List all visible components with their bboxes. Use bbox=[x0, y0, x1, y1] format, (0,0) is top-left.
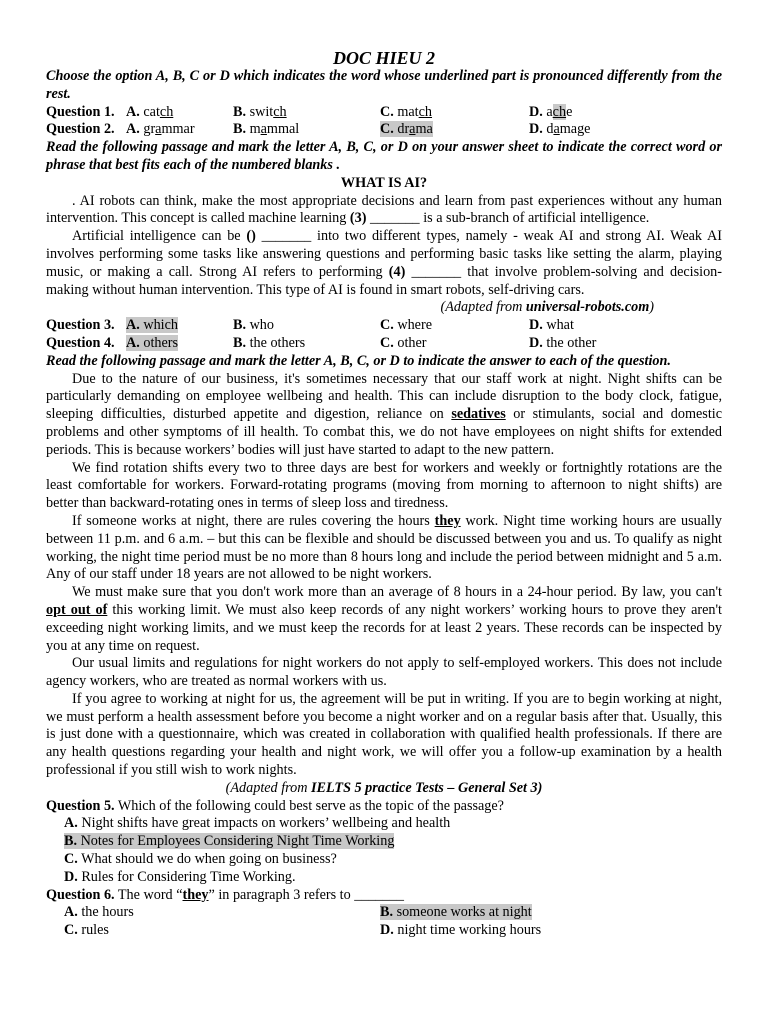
option-b[interactable]: B. switch bbox=[233, 103, 287, 120]
option-c[interactable]: C. rules bbox=[64, 922, 109, 939]
option-b[interactable]: B. who bbox=[233, 317, 274, 334]
question-stem: Question 5. Which of the following could best serve as the topic of the passage? bbox=[46, 797, 504, 814]
question-3 bbox=[46, 317, 722, 335]
question-stem: Question 6. The word “they” in paragraph 3 refers to _______ bbox=[46, 886, 404, 903]
passage2-paragraph-5: Our usual limits and regulations for night workers do not apply to self-employed workers. This does not include agency workers, who are treated as normal workers with us. bbox=[46, 655, 722, 690]
answer-highlight: ch bbox=[552, 103, 567, 120]
option-a[interactable]: A. catch bbox=[126, 103, 174, 120]
passage2-paragraph-4: We must make sure that you don't work more than an average of 8 hours in a 24-hour period. By law, you can't opt out of this working limit. We must also keep records of any night workers’ working hours to prove they aren't exceeding night working limits, and we must keep the records for at least 2 years. These records can be inspected by you at any time on request. bbox=[46, 584, 722, 654]
option-b[interactable]: B. the others bbox=[233, 334, 306, 351]
answer-highlight: B. Notes for Employees Considering Night Time Working bbox=[64, 833, 395, 850]
passage1-paragraph-1: . AI robots can think, make the most appropriate decisions and learn from past experiences without any human intervention. This concept is called machine learning (3) _______ is a sub-branch of artificial intelligence. bbox=[46, 192, 722, 227]
option-d[interactable]: D. the other bbox=[529, 334, 597, 351]
option-b[interactable]: B. mammal bbox=[233, 121, 300, 138]
question-label: Question 1. bbox=[46, 103, 115, 120]
option-c[interactable]: C. other bbox=[380, 334, 427, 351]
keyword: opt out of bbox=[46, 601, 108, 618]
option-a[interactable] bbox=[126, 317, 233, 335]
source-citation: (Adapted from IELTS 5 practice Tests – General Set 3) bbox=[225, 779, 543, 796]
option-a[interactable]: A. grammar bbox=[126, 121, 195, 138]
options-row-2 bbox=[46, 922, 722, 940]
option-d[interactable]: D. what bbox=[529, 317, 574, 334]
option-a[interactable]: A. Night shifts have great impacts on workers’ wellbeing and health bbox=[64, 815, 451, 832]
option-d[interactable]: D. damage bbox=[529, 121, 591, 138]
page-title: DOC HIEU 2 bbox=[332, 48, 435, 68]
instruction-reading: Read the following passage and mark the letter A, B, C, or D to indicate the answer to each of the question. bbox=[46, 352, 671, 369]
passage2-paragraph-3: If someone works at night, there are rules covering the hours they work. Night time working hours are usually between 11 p.m. and 6 a.m. – but this can be flexible and should be discussed between you and us. To qualify as night working, the night time period must be no more than 8 hours long and include the period between midnight and 5 a.m. Any of our staff under 18 years are not allowed to be night workers. bbox=[46, 512, 722, 583]
blank-number: () bbox=[246, 228, 256, 245]
question-1 bbox=[46, 104, 722, 122]
question-5 bbox=[46, 798, 722, 887]
question-4 bbox=[46, 335, 722, 353]
question-label: Question 3. bbox=[46, 317, 115, 334]
option-d[interactable]: D. ache bbox=[529, 103, 573, 120]
option-c[interactable]: C. What should we do when going on business? bbox=[64, 851, 337, 868]
passage2-paragraph-2: We find rotation shifts every two to three days are best for workers and weekly or fortnightly rotations are the least comfortable for workers. Forward-rotating programs (moving from morning to afternoon to night shifts) are better than backward-rotating ones in terms of sleep loss and tiredness. bbox=[46, 459, 722, 512]
answer-highlight: A. which bbox=[126, 317, 179, 334]
instruction-cloze: Read the following passage and mark the letter A, B, C, or D on your answer sheet to indicate the correct word or phrase that best fits each of the numbered blanks . bbox=[46, 139, 722, 173]
option-b[interactable] bbox=[46, 833, 722, 851]
answer-highlight: C. drama bbox=[380, 121, 433, 138]
option-c[interactable]: C. match bbox=[380, 103, 433, 120]
question-label: Question 4. bbox=[46, 334, 115, 351]
passage1-paragraph-2: Artificial intelligence can be () _______ into two different types, namely - weak AI and strong AI. Weak AI involves performing some tasks like answering questions and performing basic tasks like setting the alarm, playing music, or making a call. Strong AI refers to performing (4) _______ that involve problem-solving and decision-making without human intervention. This type of AI is found in smart robots, self-driving cars. bbox=[46, 228, 722, 298]
answer-highlight: A. others bbox=[126, 334, 179, 351]
option-d[interactable]: D. Rules for Considering Time Working. bbox=[64, 868, 296, 885]
passage2-paragraph-6: If you agree to working at night for us, the agreement will be put in writing. If you are to begin working at night, we must perform a health assessment before you become a night worker and on a regular basis after that. Usually, this is just done with a questionnaire, which was created in collaboration with qualified health professionals. If there are any health questions regarding your health and night work, we will offer you a follow-up examination by a health professional if you still wish to work nights. bbox=[46, 690, 722, 779]
keyword: they bbox=[182, 886, 209, 903]
source-citation: (Adapted from universal-robots.com) bbox=[440, 299, 654, 316]
option-b[interactable] bbox=[380, 904, 532, 922]
passage2-paragraph-1: Due to the nature of our business, it's sometimes necessary that our staff work at night. Night shifts can be particularly demanding on employee wellbeing and health. This can include disruption to the body clock, fatigue, sleeping difficulties, disturbed appetite and digestion, reliance on sedatives or stimulants, social and domestic problems and other symptoms of ill health. To combat this, we do not have employees on night shifts for extended periods. This is because workers’ bodies will just have started to adapt to the new pattern. bbox=[46, 370, 722, 458]
answer-highlight: B. someone works at night bbox=[380, 904, 532, 921]
option-a[interactable]: A. the hours bbox=[64, 904, 134, 921]
option-a[interactable] bbox=[126, 335, 233, 353]
question-label: Question 2. bbox=[46, 121, 115, 138]
options-row-1 bbox=[46, 904, 722, 922]
keyword: sedatives bbox=[451, 406, 506, 423]
blank-number: (3) bbox=[349, 210, 367, 227]
question-6 bbox=[46, 887, 722, 940]
blank-number: (4) bbox=[388, 263, 406, 280]
passage-title: WHAT IS AI? bbox=[340, 174, 428, 191]
option-c[interactable]: C. where bbox=[380, 317, 433, 334]
option-d[interactable]: D. night time working hours bbox=[380, 922, 542, 939]
instruction-pronunciation: Choose the option A, B, C or D which indicates the word whose underlined part is pronounced differently from the rest. bbox=[46, 68, 722, 102]
question-2 bbox=[46, 121, 722, 139]
keyword: they bbox=[434, 512, 461, 529]
option-c[interactable] bbox=[380, 121, 529, 139]
